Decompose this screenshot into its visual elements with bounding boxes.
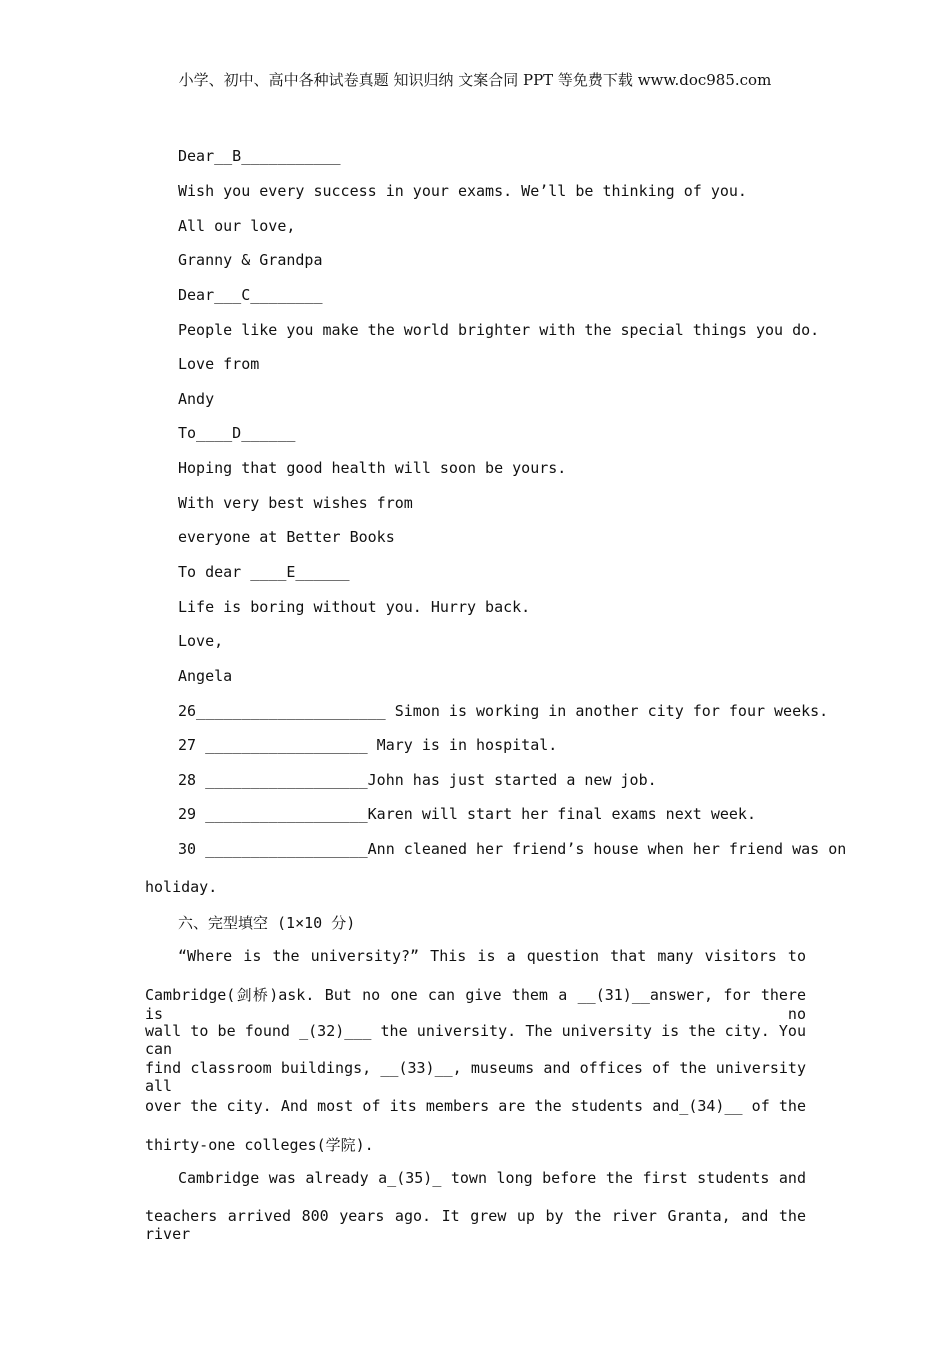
- card-e-closing: Love,: [178, 632, 224, 650]
- card-b-closing: All our love,: [178, 217, 296, 235]
- card-b-greeting: Dear__B___________: [178, 147, 341, 165]
- passage-line: over the city. And most of its members are the students and_(34)__ of the: [145, 1097, 806, 1115]
- card-d-signature: everyone at Better Books: [178, 528, 395, 546]
- card-c-message: People like you make the world brighter with the special things you do.: [178, 321, 820, 339]
- card-c-closing: Love from: [178, 355, 260, 373]
- question-28: 28 __________________John has just started a new job.: [178, 771, 657, 789]
- section-title: 六、完型填空 (1×10 分): [178, 914, 356, 932]
- question-26: 26_____________________ Simon is working in another city for four weeks.: [178, 702, 829, 720]
- page-header: 小学、初中、高中各种试卷真题 知识归纳 文案合同 PPT 等免费下载 www.doc985.com: [178, 71, 772, 89]
- passage-line: teachers arrived 800 years ago. It grew up by the river Granta, and the river: [145, 1207, 806, 1243]
- card-c-greeting: Dear___C________: [178, 286, 323, 304]
- passage-line: “Where is the university?” This is a question that many visitors to: [178, 947, 806, 965]
- card-d-closing: With very best wishes from: [178, 494, 413, 512]
- passage-line: wall to be found _(32)___ the university. The university is the city. You can: [145, 1022, 806, 1058]
- card-b-signature: Granny & Grandpa: [178, 251, 323, 269]
- card-b-message: Wish you every success in your exams. We’ll be thinking of you.: [178, 182, 747, 200]
- card-d-greeting: To____D______: [178, 424, 296, 442]
- card-e-message: Life is boring without you. Hurry back.: [178, 598, 531, 616]
- card-e-greeting: To dear ____E______: [178, 563, 350, 581]
- question-30: 30 __________________Ann cleaned her friend’s house when her friend was on: [178, 840, 847, 858]
- question-27: 27 __________________ Mary is in hospital.: [178, 736, 558, 754]
- card-e-signature: Angela: [178, 667, 233, 685]
- question-30-continued: holiday.: [145, 878, 218, 896]
- question-29: 29 __________________Karen will start her final exams next week.: [178, 805, 756, 823]
- passage-line: Cambridge(剑桥)ask. But no one can give them a __(31)__answer, for there is no: [145, 986, 806, 1023]
- passage-line: Cambridge was already a_(35)_ town long before the first students and: [178, 1169, 806, 1187]
- card-d-message: Hoping that good health will soon be yours.: [178, 459, 567, 477]
- passage-line: find classroom buildings, __(33)__, museums and offices of the university all: [145, 1059, 806, 1095]
- passage-line: thirty-one colleges(学院).: [145, 1136, 374, 1154]
- card-c-signature: Andy: [178, 390, 215, 408]
